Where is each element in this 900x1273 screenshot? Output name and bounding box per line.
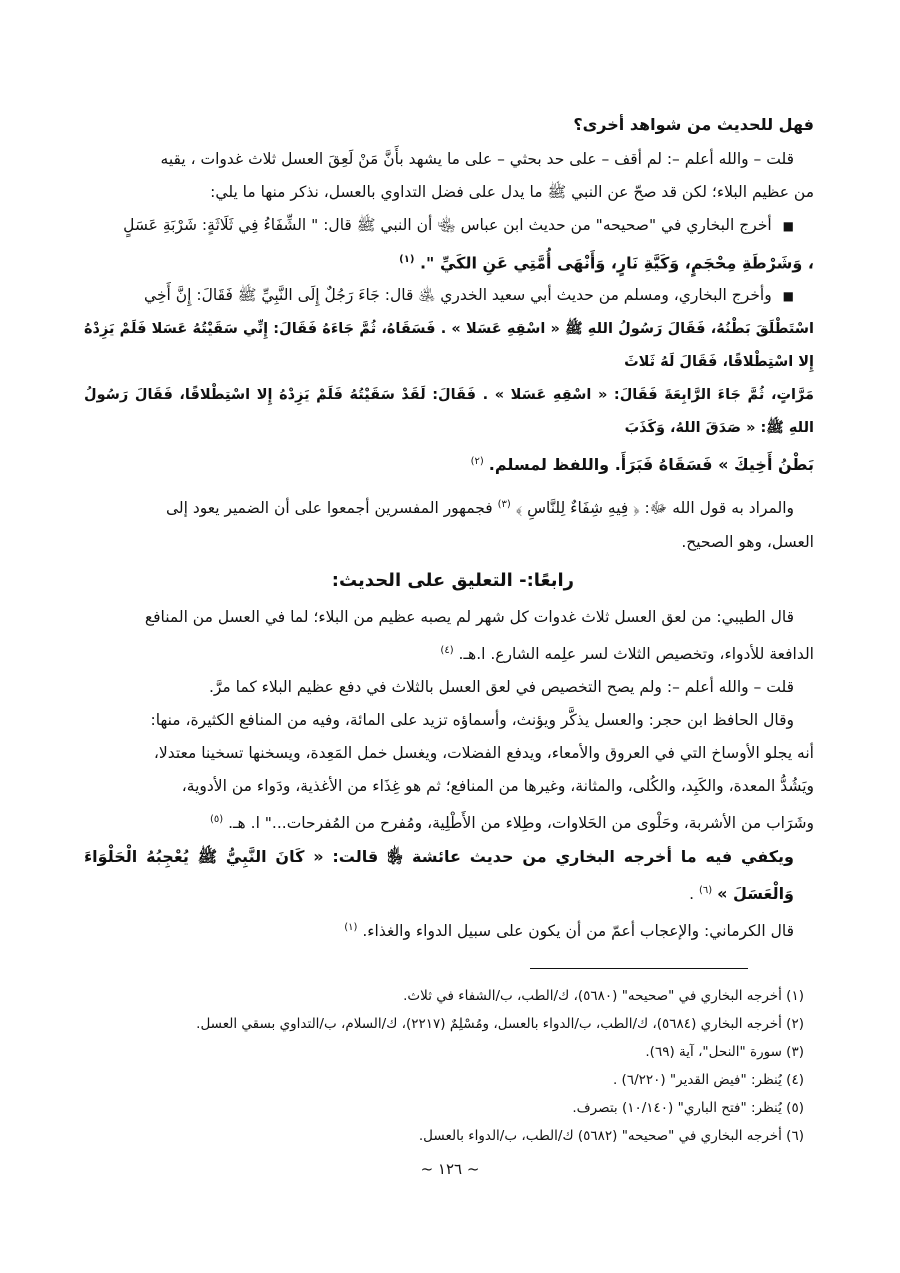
paragraph-8 [84,911,814,948]
footnote-ref: (٦) [698,884,713,896]
paragraph-1: قلت – والله أعلم –: لم أقف – على حد بحثي – على ما يشهد بأَنَّ مَنْ لَعِقَ العسل ثلاث غدوات ، يقيه [160,150,794,168]
footnote-ref: (٣) [497,499,511,511]
bullet-square-icon: ■ [782,289,794,304]
question-heading: فهل للحديث من شواهد أخرى؟ [573,115,814,134]
footnote-ref: (١) [399,254,415,265]
footnote-5: (٥) يُنظر: "فتح الباري" (١٠/١٤٠) بتصرف. [572,1100,804,1116]
footnote-3: (٣) سورة "النحل"، آية (٦٩). [645,1044,804,1060]
footnote-ref: (٤) [440,644,454,656]
footnote-ref: (٥) [209,813,224,825]
paragraph-4-text: الدافعة للأدواء، وتخصيص الثلاث لسر علِمه الشارع. ا.هـ. [458,644,814,663]
paragraph-6-line-1: وقال الحافظ ابن حجر: والعسل يذكَّر ويؤنث، وأسماؤه تزيد على المائة، وفيه من المنافع الكثيرة، منها: [150,710,794,729]
bullet-1 [84,209,814,243]
paragraph-4-cont [84,634,814,671]
bullet-2-line-4 [84,445,814,482]
paragraph-6-line-4 [84,803,814,840]
footnote-separator [530,968,748,969]
section-heading: رابعًا:- التعليق على الحديث: [331,569,574,591]
paragraph-3-part-a: والمراد به قول الله ﷻ: ﴿ فِيهِ شِفَاءٌ لِلنَّاسِ ﴾ [515,499,794,518]
bullet-2-hadith-end: بَطْنُ أَخِيكَ » فَسَقَاهُ فَبَرَأَ. واللفظ لمسلم. [488,455,814,475]
bullet-2-line-2: اسْتَطْلَقَ بَطْنُهُ، فَقَالَ رَسُولُ اللهِ ﷺ « اسْقِهِ عَسَلا » . فَسَقَاهُ، ثُمَّ جَاءَهُ فَقَالَ: إِنِّي سَقَيْتُهُ عَسَلا فَلَمْ يَزِدْهُ إِلا اسْتِطْلاقًا، فَقَالَ لَهُ ثَلاثَ [84,321,814,371]
paragraph-3-part-b: فجمهور المفسرين أجمعوا على أن الضمير يعود إلى [165,499,493,518]
paragraph-1-cont: من عظيم البلاء؛ لكن قد صحّ عن النبي ﷺ ما يدل على فضل التداوي بالعسل، نذكر منها ما يلي: [210,183,814,201]
main-text [84,108,814,948]
footnote-6: (٦) أخرجه البخاري في "صحيحه" (٥٦٨٢) ك/الطب، ب/الدواء بالعسل. [418,1128,804,1144]
footnote-ref: (١) [344,922,358,934]
paragraph-6-line-3: ويَشُدُّ المعدة، والكَبِد، والكُلى، والمثانة، وغيرها من المنافع؛ ثم هو غِذَاء من الأغذية، ودَواء من الأدوية، [181,776,814,795]
footnote-2: (٢) أخرجه البخاري (٥٦٨٤)، ك/الطب، ب/الدواء بالعسل، ومُسْلِمٌ (٢٢١٧)، ك/السلام، ب/التداوي بسقي العسل. [196,1016,804,1032]
bullet-1-line-1: أخرج البخاري في "صحيحه" من حديث ابن عباس ﵄ أن النبي ﷺ قال: " الشِّفَاءُ فِي ثَلَاثَةٍ: شَرْبَةِ عَسَلٍ [123,216,772,234]
bullet-square-icon: ■ [782,219,794,233]
paragraph-7 [84,840,814,911]
paragraph-4: قال الطيبي: من لعق العسل ثلاث غدوات كل شهر لم يصبه عظيم من البلاء؛ لما في العسل من المنافع [144,607,794,626]
footnote-ref: (٢) [470,456,484,468]
bullet-1-hadith-end: ، وَشَرْطَةِ مِحْجَمٍ، وَكَيَّةِ نَارٍ، وَأَنْهَى أُمَّتِي عَنِ الكَيِّ ". [419,253,814,273]
footnote-1: (١) أخرجه البخاري في "صحيحه" (٥٦٨٠)، ك/الطب، ب/الشفاء في ثلاث. [403,988,804,1004]
paragraph-3-cont: العسل، وهو الصحيح. [681,532,814,551]
footnote-4: (٤) يُنظر: "فيض القدير" (٦/٢٢٠) . [612,1072,804,1088]
paragraph-7-end: . [689,885,694,904]
page-number: ~ ١٢٦ ~ [420,1160,480,1178]
paragraph-8-text: قال الكرماني: والإعجاب أعمّ من أن يكون على سبيل الدواء والغذاء. [362,922,794,941]
paragraph-7-text: ويكفي فيه ما أخرجه البخاري من حديث عائشة ﵂ قالت: « كَانَ النَّبِيُّ ﷺ يُعْجِبُهُ الْحَلْوَاءَ وَالْعَسَلَ » [84,846,794,904]
bullet-2-line-1: وأخرج البخاري، ومسلم من حديث أبي سعيد الخدري ﵁ قال: جَاءَ رَجُلٌ إِلَى النَّبِيِّ ﷺ فَقَالَ: إِنَّ أَخِي [144,286,772,305]
paragraph-6-text: وشَرَاب من الأشربة، وحَلْوى من الحَلاوات، وطِلاء من الأَطْلِية، ومُفرح من المُفرحات..." ا. هـ. [228,813,814,832]
paragraph-3 [84,488,814,525]
bullet-1-line-2 [84,243,814,279]
paragraph-6-line-2: أنه يجلو الأوساخ التي في العروق والأمعاء، ويدفع الفضلات، ويغسل خمل المَعِدة، ويسخنها تسخينا معتدلا، [153,743,814,762]
paragraph-5: قلت – والله أعلم –: ولم يصح التخصيص في لعق العسل بالثلاث في دفع عظيم البلاء كما مرَّ. [208,677,794,696]
footnotes [104,982,804,1150]
bullet-2 [84,279,814,313]
bullet-2-line-3: مَرَّاتٍ، ثُمَّ جَاءَ الرَّابِعَةَ فَقَالَ: « اسْقِهِ عَسَلا » . فَقَالَ: لَقَدْ سَقَيْتُهُ فَلَمْ يَزِدْهُ إِلا اسْتِطْلاقًا، فَقَالَ رَسُولُ اللهِ ﷺ: « صَدَقَ اللهُ، وَكَذَبَ [84,387,814,437]
